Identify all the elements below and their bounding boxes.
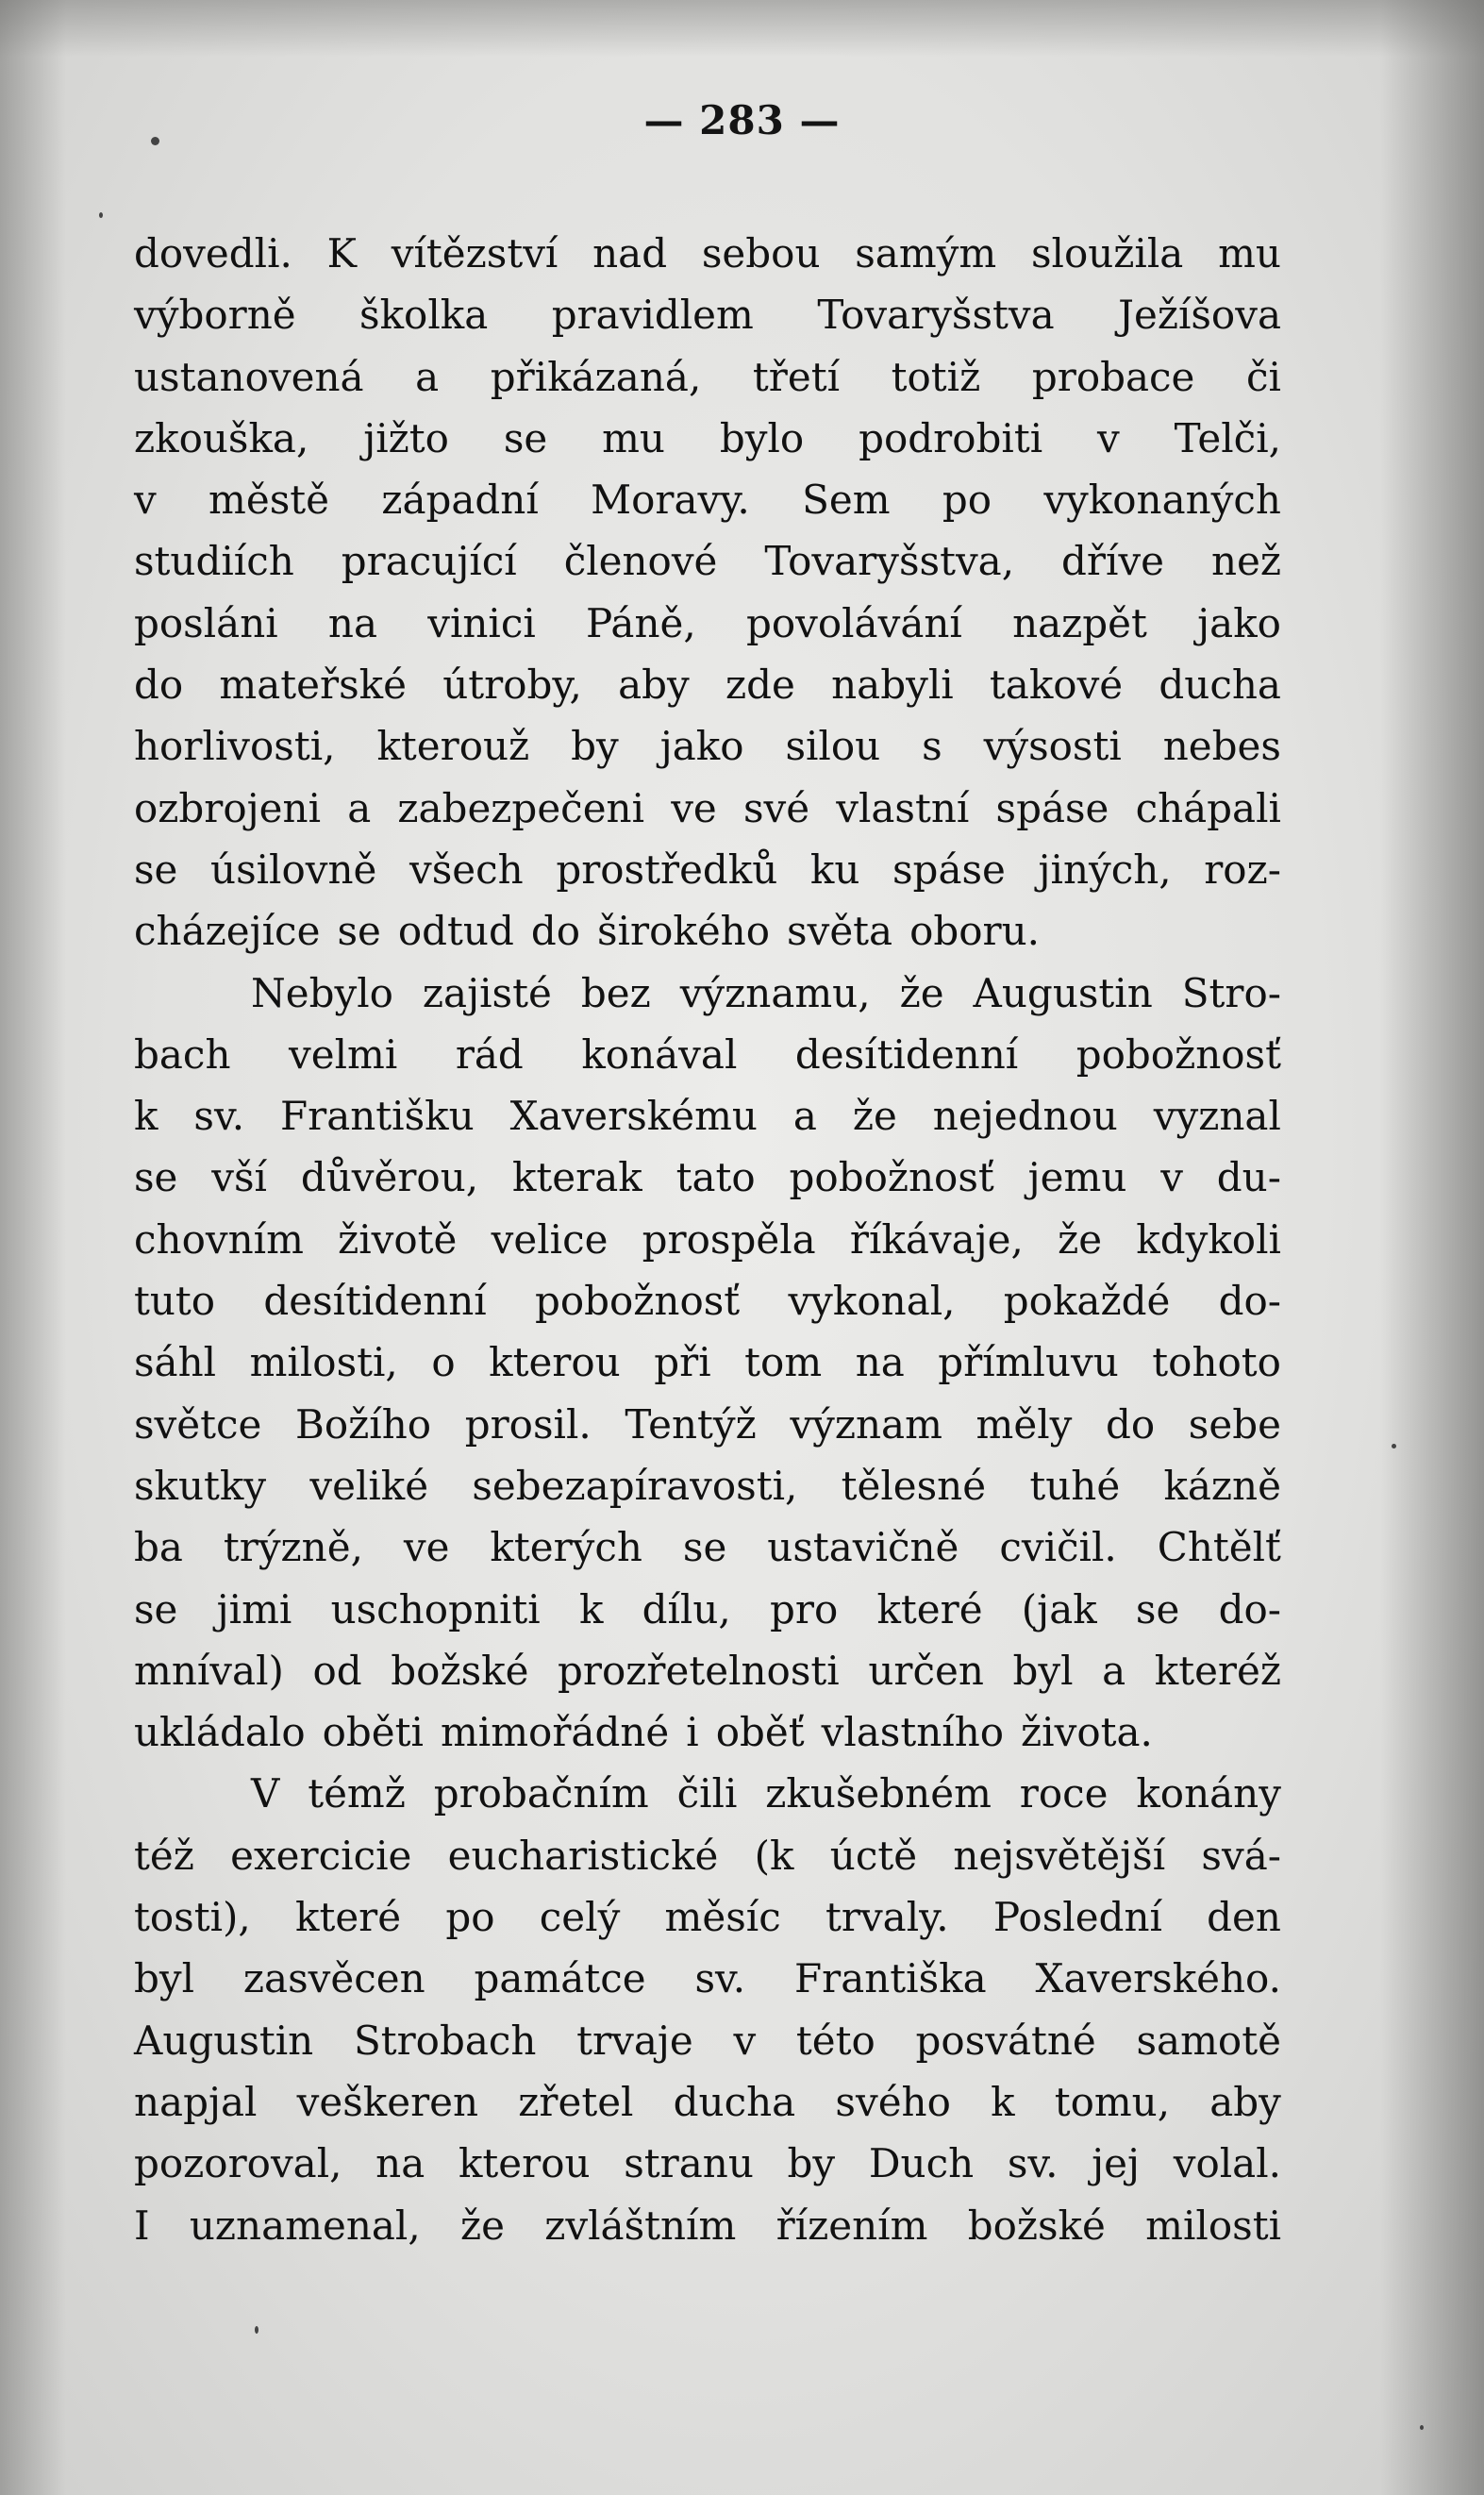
scan-speck xyxy=(1392,1444,1396,1448)
text-line: dovedli. K vítězství nad sebou samým sloužila mu xyxy=(134,230,1281,276)
text-line: do mateřské útroby, aby zde nabyli takové ducha xyxy=(134,661,1281,709)
text-line: světce Božího prosil. Tentýž význam měly do sebe xyxy=(134,1400,1281,1448)
text-line: studiích pracující členové Tovaryšstva, dříve než xyxy=(134,538,1281,585)
text-line: ustanovená a přikázaná, třetí totiž probace či xyxy=(134,353,1281,400)
text-line: mníval) od božské prozřetelnosti určen byl a kteréž xyxy=(134,1647,1281,1694)
scan-speck xyxy=(1420,2425,1424,2430)
page-edge-shadow-top xyxy=(0,0,1484,57)
text-line: tuto desítidenní pobožnosť vykonal, pokaždé do- xyxy=(134,1278,1281,1325)
text-line: se vší důvěrou, kterak tato pobožnosť jemu v du- xyxy=(134,1154,1281,1201)
page-number: — 283 — xyxy=(643,97,841,143)
page-edge-shadow-left xyxy=(0,0,66,2495)
text-line: horlivosti, kterouž by jako silou s výsosti nebes xyxy=(134,723,1281,770)
text-line: byl zasvěcen památce sv. Františka Xaverského. xyxy=(134,1955,1281,2002)
text-line: bach velmi rád konával desítidenní pobožnosť xyxy=(134,1030,1281,1078)
text-line: ukládalo oběti mimořádné i oběť vlastního života. xyxy=(134,1709,1153,1756)
text-line: V témž probačním čili zkušebném roce konány xyxy=(251,1770,1281,1817)
text-line: cházejíce se odtud do širokého světa oboru. xyxy=(134,908,1041,955)
text-line: zkouška, jižto se mu bylo podrobiti v Telči, xyxy=(134,414,1281,461)
text-line: sáhl milosti, o kterou při tom na přímluvu tohoto xyxy=(134,1339,1281,1386)
scan-speck xyxy=(255,2326,258,2334)
text-line: ba trýzně, ve kterých se ustavičně cvičil. Chtělť xyxy=(134,1524,1281,1571)
text-line: tosti), které po celý měsíc trvaly. Poslední den xyxy=(134,1894,1281,1941)
scan-speck xyxy=(99,212,103,218)
text-line: Augustin Strobach trvaje v této posvátné samotě xyxy=(134,2017,1281,2064)
text-line: posláni na vinici Páně, povolávání nazpět jako xyxy=(134,599,1281,646)
text-line: napjal veškeren zřetel ducha svého k tomu, aby xyxy=(134,2078,1281,2125)
text-line: ozbrojeni a zabezpečeni ve své vlastní spáse chápali xyxy=(134,784,1281,831)
text-line: skutky veliké sebezapíravosti, tělesné tuhé kázně xyxy=(134,1462,1281,1509)
page-edge-shadow-right xyxy=(1380,0,1484,2495)
text-line: výborně školka pravidlem Tovaryšstva Ježíšova xyxy=(134,292,1281,339)
text-line: též exercicie eucharistické (k úctě nejsvětější svá- xyxy=(134,1832,1281,1879)
text-line: chovním životě velice prospěla říkávaje, že kdykoli xyxy=(134,1215,1281,1263)
text-line: k sv. Františku Xaverskému a že nejednou vyznal xyxy=(134,1093,1281,1140)
text-line: v městě západní Moravy. Sem po vykonaných xyxy=(134,477,1281,524)
text-line: pozoroval, na kterou stranu by Duch sv. jej volal. xyxy=(134,2140,1281,2187)
body-text xyxy=(134,223,1281,2256)
text-line: se jimi uschopniti k dílu, pro které (jak se do- xyxy=(134,1585,1281,1633)
text-line: Nebylo zajisté bez významu, že Augustin Stro- xyxy=(251,969,1281,1016)
text-line: se úsilovně všech prostředků ku spáse jiných, roz- xyxy=(134,846,1281,893)
text-line: I uznamenal, že zvláštním řízením božské milosti xyxy=(134,2202,1281,2249)
